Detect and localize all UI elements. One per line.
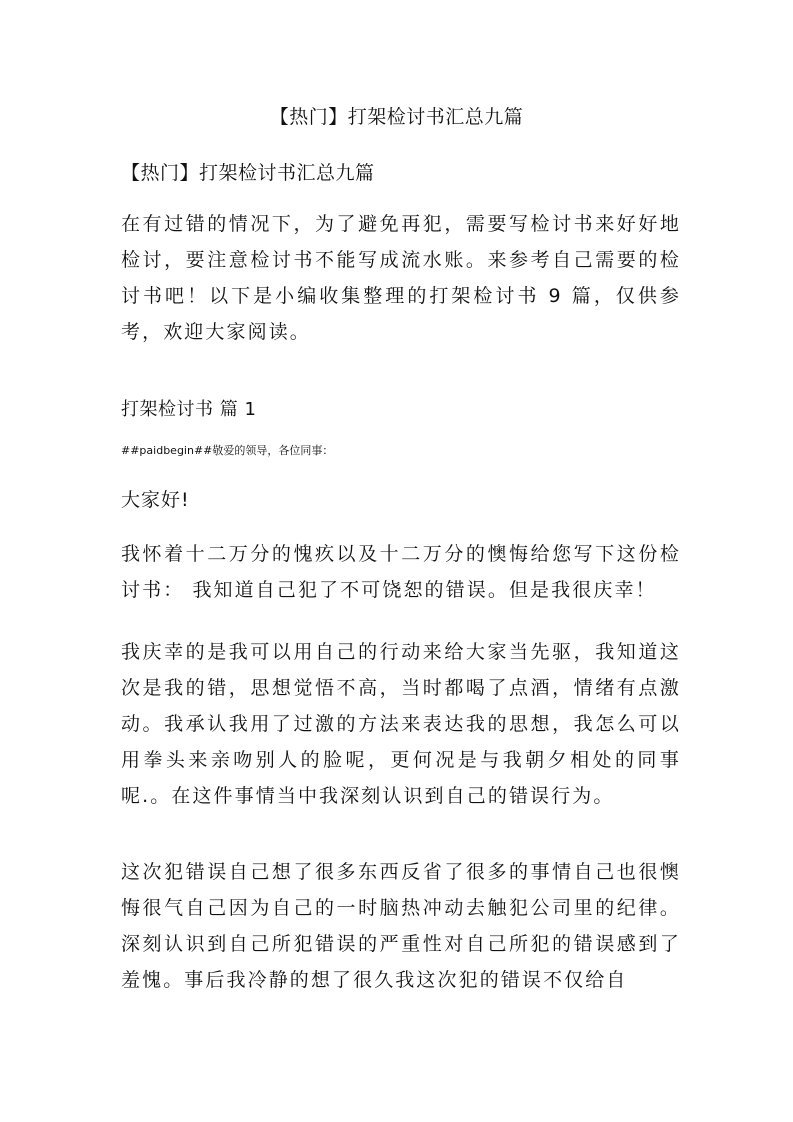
intro-paragraph: 在有过错的情况下，为了避免再犯，需要写检讨书来好好地检讨，要注意检讨书不能写成流水账。来参考自己需要的检讨书吧！以下是小编收集整理的打架检讨书 9 篇，仅供参考，欢迎大家阅读。 xyxy=(121,213,681,343)
body-paragraph: 我怀着十二万分的愧疚以及十二万分的懊悔给您写下这份检讨书： 我知道自己犯了不可饶恕的错误。但是我很庆幸！ xyxy=(121,543,681,601)
document-title: 【热门】打架检讨书汇总九篇 xyxy=(269,106,524,128)
salutation-line: ##paidbegin##敬爱的领导，各位同事： xyxy=(121,444,334,457)
greeting: 大家好! xyxy=(121,489,190,511)
body-paragraph: 我庆幸的是我可以用自己的行动来给大家当先驱，我知道这次是我的错，思想觉悟不高，当时都喝了点酒，情绪有点激动。我承认我用了过激的方法来表达我的思想，我怎么可以用拳头来亲吻别人的脸呢，更何况是与我朝夕相处的同事呢.。在这件事情当中我深刻认识到自己的错误行为。 xyxy=(121,641,681,807)
document-subtitle: 【热门】打架检讨书汇总九篇 xyxy=(121,162,375,184)
body-paragraph: 这次犯错误自己想了很多东西反省了很多的事情自己也很懊悔很气自己因为自己的一时脑热冲动去触犯公司里的纪律。深刻认识到自己所犯错误的严重性对自己所犯的错误感到了羞愧。事后我冷静的想了很久我这次犯的错误不仅给自 xyxy=(121,861,681,991)
section-heading: 打架检讨书 篇 1 xyxy=(121,399,257,420)
